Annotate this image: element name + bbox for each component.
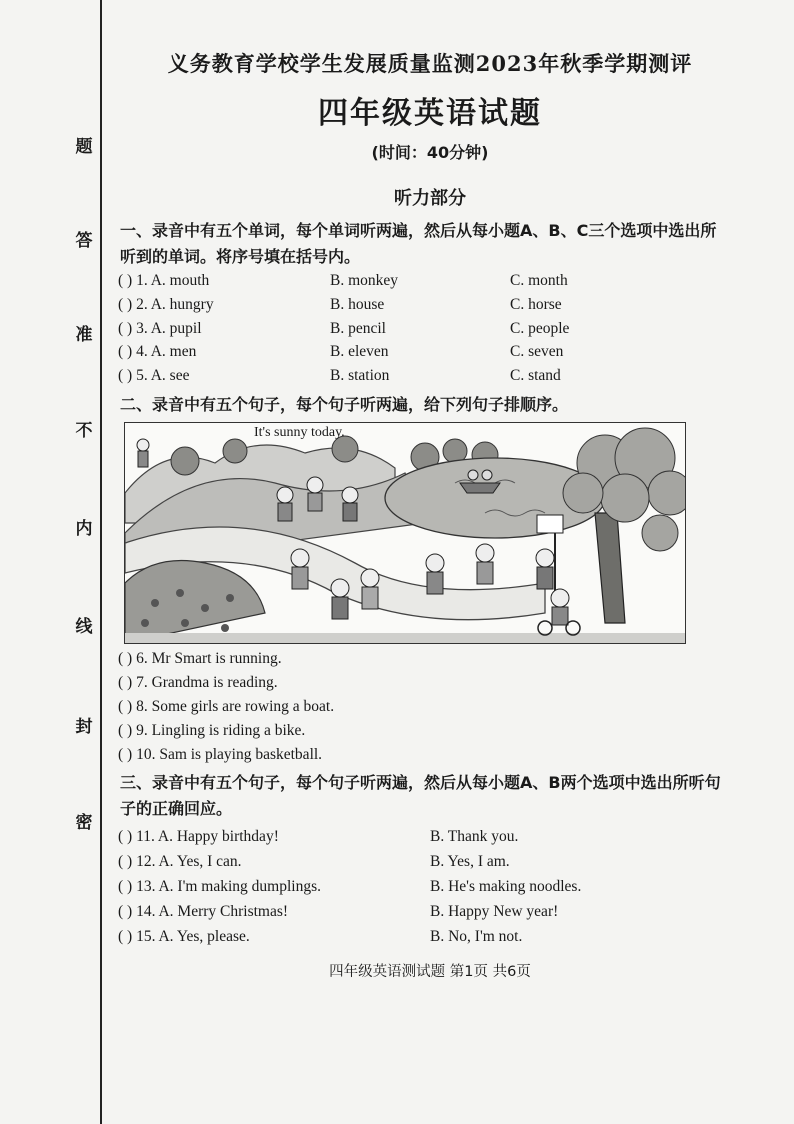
seal-char: 准 [75,325,93,345]
sentence-item: ( ) 10. Sam is playing basketball. [118,746,323,763]
park-scene-drawing [125,423,685,643]
question-a: ( ) 14. A. Merry Christmas! [118,903,289,920]
option-c: C. people [510,320,570,337]
seal-char: 密 [75,813,93,833]
park-scene-illustration [124,422,686,644]
section-heading: 听力部分 [394,188,466,209]
question-a: ( ) 2. A. hungry [118,296,214,313]
part1-instruction: 一、录音中有五个单词，每个单词听两遍，然后从每小题A、B、C三个选项中选出所听到的单词。将序号填在括号内。 [120,221,717,266]
seal-char: 线 [75,617,93,637]
seal-char: 答 [75,231,93,251]
question-a: ( ) 15. A. Yes, please. [118,928,250,945]
option-b: B. station [330,367,390,384]
seal-char: 题 [75,137,93,157]
question-a: ( ) 3. A. pupil [118,320,202,337]
binding-line [100,0,102,1124]
option-b: B. Thank you. [430,828,519,845]
sentence-item: ( ) 8. Some girls are rowing a boat. [118,698,335,715]
question-a: ( ) 5. A. see [118,367,190,384]
question-a: ( ) 4. A. men [118,343,197,360]
question-a: ( ) 11. A. Happy birthday! [118,828,279,845]
sentence-item: ( ) 9. Lingling is riding a bike. [118,722,306,739]
sentence-item: ( ) 6. Mr Smart is running. [118,650,282,667]
sentence-item: ( ) 7. Grandma is reading. [118,674,278,691]
page-title: 四年级英语试题 [318,96,542,131]
question-a: ( ) 1. A. mouth [118,272,210,289]
option-b: B. Happy New year! [430,903,559,920]
seal-char: 不 [75,421,93,441]
part2-instruction: 二、录音中有五个句子，每个句子听两遍，给下列句子排顺序。 [120,395,569,414]
part3-instruction: 三、录音中有五个句子，每个句子听两遍，然后从每小题A、B两个选项中选出所听句子的正确回应。 [120,773,721,818]
binding-margin [0,0,100,1124]
exam-header: 义务教育学校学生发展质量监测2023年秋季学期测评 [167,51,693,76]
option-b: B. pencil [330,320,386,337]
option-c: C. horse [510,296,562,313]
option-c: C. seven [510,343,564,360]
question-a: ( ) 13. A. I'm making dumplings. [118,878,321,895]
time-limit: (时间：40分钟) [371,143,489,162]
seal-char: 内 [75,519,93,539]
option-b: B. He's making noodles. [430,878,582,895]
option-b: B. eleven [330,343,389,360]
option-c: C. month [510,272,568,289]
seal-char: 封 [75,717,93,737]
option-b: B. No, I'm not. [430,928,523,945]
option-b: B. monkey [330,272,399,289]
option-b: B. house [330,296,385,313]
picture-caption: It's sunny today. [254,425,345,440]
question-a: ( ) 12. A. Yes, I can. [118,853,242,870]
option-b: B. Yes, I am. [430,853,510,870]
page-footer: 四年级英语测试题 第1页 共6页 [329,964,531,980]
option-c: C. stand [510,367,561,384]
